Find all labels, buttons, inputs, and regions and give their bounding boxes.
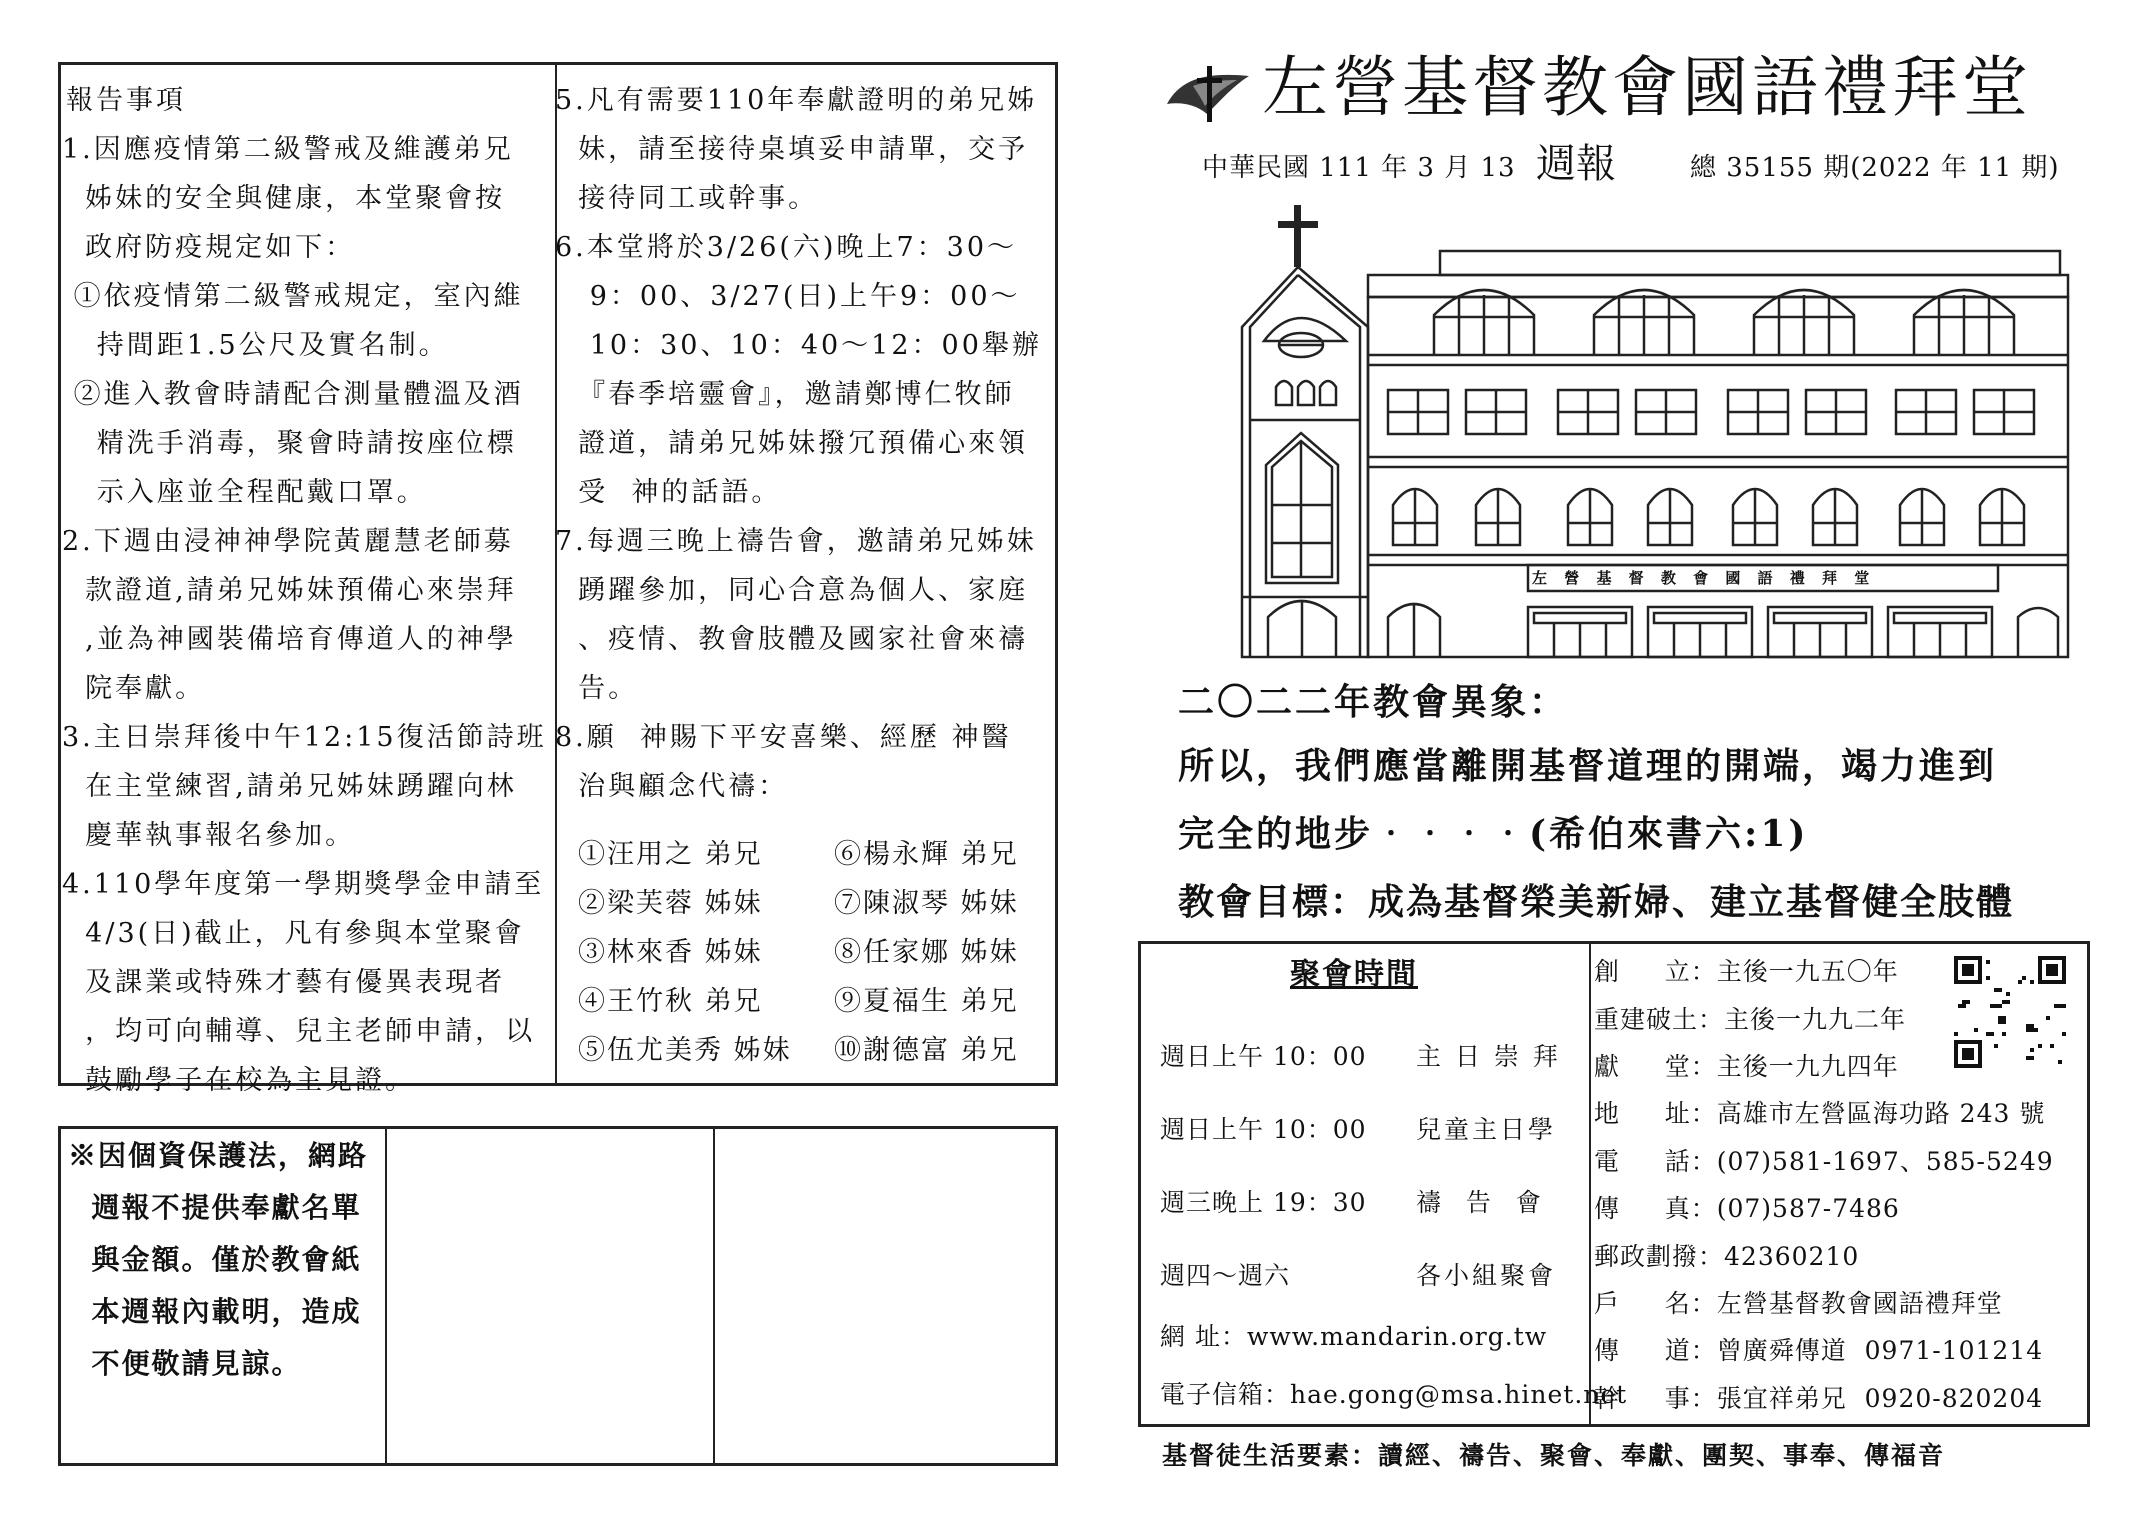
announcement-line: 告。 xyxy=(555,673,639,704)
prayer-name: ⑤伍尤美秀 姊妹 xyxy=(578,1035,792,1066)
vision-line-1: 所以，我們應當離開基督道理的開端，竭力進到 xyxy=(1178,745,1998,787)
footer-christian-life: 基督徒生活要素：讀經、禱告、聚會、奉獻、團契、事奉、傳福音 xyxy=(1162,1441,1946,1470)
meeting-row xyxy=(1160,1093,1561,1166)
prayer-row xyxy=(578,928,1044,977)
church-info-label: 傳 道： xyxy=(1594,1336,1717,1366)
church-name: 左營基督教會國語禮拜堂 xyxy=(1262,49,2032,126)
announcements-column-2 xyxy=(555,76,1042,811)
announcement-line: 治與顧念代禱： xyxy=(555,771,789,802)
meeting-times-title: 聚會時間 xyxy=(1290,957,1418,992)
bulletin-title: 週報 xyxy=(1536,141,1616,187)
announcement-line: ，均可向輔導、兒主老師申請，以 xyxy=(62,1016,536,1047)
announcement-line: ②進入教會時請配合測量體溫及酒 xyxy=(62,379,524,410)
prayer-name: ③林來香 姊妹 xyxy=(578,937,763,968)
church-logo xyxy=(1163,64,1253,128)
prayer-row xyxy=(578,977,1044,1026)
announcement-line: 款證道,請弟兄姊妹預備心來崇拜 xyxy=(62,575,517,606)
church-info-row xyxy=(1594,1090,2054,1137)
email: 電子信箱：hae.gong@msa.hinet.net xyxy=(1160,1380,1628,1409)
prayer-name: ⑩謝德富 弟兄 xyxy=(834,1035,1019,1066)
privacy-note-line: 本週報內載明，造成 xyxy=(68,1295,362,1328)
vision-line-2: 完全的地步‧‧‧‧(希伯來書六:1) xyxy=(1178,813,1809,855)
privacy-note-line: 不便敬請見諒。 xyxy=(68,1347,302,1380)
church-info-value: 42360210 xyxy=(1724,1241,1860,1271)
church-info-value: 左營基督教會國語禮拜堂 xyxy=(1716,1288,2003,1318)
announcement-line: 精洗手消毒，聚會時請按座位標 xyxy=(62,428,517,459)
announcement-line: ,並為神國裝備培育傳道人的神學 xyxy=(62,624,517,655)
prayer-name: ⑥楊永輝 弟兄 xyxy=(834,839,1019,870)
church-info-row xyxy=(1594,1138,2054,1185)
church-info-label: 重建破土： xyxy=(1594,1004,1725,1034)
announcement-line: 在主堂練習,請弟兄姊妹踴躍向林 xyxy=(62,771,517,802)
prayer-list xyxy=(578,830,1044,1075)
church-info-value: (07)581-1697、585-5249 xyxy=(1716,1146,2054,1176)
announcement-line: 5.凡有需要110年奉獻證明的弟兄姊 xyxy=(555,85,1038,116)
meeting-time: 週日上午 10：00 xyxy=(1160,1042,1367,1071)
church-info-row xyxy=(1594,1375,2054,1422)
church-goal: 教會目標：成為基督榮美新婦、建立基督健全肢體 xyxy=(1178,881,2015,923)
church-info-value: 主後一九九四年 xyxy=(1716,1051,1899,1081)
prayer-row xyxy=(578,879,1044,928)
announcement-line: 3.主日崇拜後中午12:15復活節詩班 xyxy=(62,722,547,753)
announcement-line: 持間距1.5公尺及實名制。 xyxy=(62,330,449,361)
prayer-name: ②梁芙蓉 姊妹 xyxy=(578,888,763,919)
announcement-line: 2.下週由浸神神學院黃麗慧老師募 xyxy=(62,526,514,557)
bulletin-date: 中華民國 111 年 3 月 13 xyxy=(1202,153,1516,183)
announcement-line: 妹，請至接待桌填妥申請單，交予 xyxy=(555,134,1029,165)
announcement-line: 8.願 神賜下平安喜樂、經歷 神醫 xyxy=(555,722,1012,753)
church-info-value: 高雄市左營區海功路 243 號 xyxy=(1716,1099,2046,1129)
church-info-row xyxy=(1594,1232,2054,1279)
building-sign: 左 營 基 督 教 會 國 語 禮 拜 堂 xyxy=(1532,569,1876,587)
announcement-line: 證道，請弟兄姊妹撥冗預備心來領 xyxy=(555,428,1029,459)
prayer-row xyxy=(578,1026,1044,1075)
announcement-line: 及課業或特殊才藝有優異表現者 xyxy=(62,967,506,998)
church-info-row xyxy=(1594,1327,2054,1374)
meeting-time: 週日上午 10：00 xyxy=(1160,1115,1367,1144)
church-info-value: 主後一九五〇年 xyxy=(1716,957,1899,987)
church-info-label: 幹 事： xyxy=(1594,1383,1717,1413)
vision-title: 二〇二二年教會異象： xyxy=(1178,681,1569,723)
meeting-row xyxy=(1160,1020,1561,1093)
announcement-line: 示入座並全程配戴口罩。 xyxy=(62,477,427,508)
church-info-row xyxy=(1594,1185,2054,1232)
announcement-line: 院奉獻。 xyxy=(62,673,206,704)
announcement-line: 鼓勵學子在校為主見證。 xyxy=(62,1065,416,1096)
announcement-line: 7.每週三晚上禱告會，邀請弟兄姊妹 xyxy=(555,526,1037,557)
church-info-value: 主後一九九二年 xyxy=(1724,1004,1907,1034)
bulletin-issue: 總 35155 期(2022 年 11 期) xyxy=(1690,153,2060,183)
meeting-time: 週四～週六 xyxy=(1160,1261,1291,1290)
church-info-label: 獻 堂： xyxy=(1594,1051,1717,1081)
announcement-line: 受 神的話語。 xyxy=(555,477,782,508)
church-info-label: 電 話： xyxy=(1594,1146,1717,1176)
church-info-label: 傳 真： xyxy=(1594,1194,1717,1224)
announcement-line: 10：30、10：40～12：00舉辦 xyxy=(555,330,1042,361)
prayer-name: ①汪用之 弟兄 xyxy=(578,839,763,870)
meeting-name: 兒童主日學 xyxy=(1416,1115,1557,1144)
prayer-name: ④王竹秋 弟兄 xyxy=(578,986,763,1017)
prayer-row xyxy=(578,830,1044,879)
church-info-label: 郵政劃撥： xyxy=(1594,1241,1725,1271)
announcement-line: 4/3(日)截止，凡有參與本堂聚會 xyxy=(62,918,525,949)
announcement-line: 接待同工或幹事。 xyxy=(555,183,819,214)
meeting-row xyxy=(1160,1166,1561,1239)
church-info-value: 張宜祥弟兄 0920-820204 xyxy=(1716,1383,2044,1413)
church-info-label: 創 立： xyxy=(1594,957,1717,987)
church-info-label: 戶 名： xyxy=(1594,1288,1717,1318)
meeting-row xyxy=(1160,1239,1561,1312)
church-info-label: 地 址： xyxy=(1594,1099,1717,1129)
privacy-note-line: ※因個資保護法，網路 xyxy=(68,1139,369,1172)
privacy-note-line: 週報不提供奉獻名單 xyxy=(68,1191,362,1224)
prayer-name: ⑧任家娜 姊妹 xyxy=(834,937,1019,968)
announcement-line: 『春季培靈會』，邀請鄭博仁牧師 xyxy=(555,379,1015,410)
prayer-name: ⑨夏福生 弟兄 xyxy=(834,986,1019,1017)
announcements-heading: 報告事項 xyxy=(66,85,186,116)
church-info-value: 曾廣舜傳道 0971-101214 xyxy=(1716,1336,2044,1366)
announcement-line: 政府防疫規定如下： xyxy=(62,232,356,263)
announcement-line: 慶華執事報名參加。 xyxy=(62,820,356,851)
church-info-row xyxy=(1594,1280,2054,1327)
announcement-line: 9：00、3/27(日)上午9：00～ xyxy=(555,281,1021,312)
meeting-name: 各小組聚會 xyxy=(1416,1261,1557,1290)
announcement-line: 6.本堂將於3/26(六)晚上7：30～ xyxy=(555,232,1017,263)
announcement-line: 踴躍參加，同心合意為個人、家庭 xyxy=(555,575,1029,606)
announcement-line: 4.110學年度第一學期獎學金申請至 xyxy=(62,869,545,900)
qr-code xyxy=(1954,956,2066,1072)
website: 網 址：www.mandarin.org.tw xyxy=(1160,1322,1548,1351)
privacy-note-line: 與金額。僅於教會紙 xyxy=(68,1243,362,1276)
church-building-illustration xyxy=(1228,205,2084,664)
announcement-line: 1.因應疫情第二級警戒及維護弟兄 xyxy=(62,134,514,165)
meeting-name: 禱 告 會 xyxy=(1416,1188,1544,1217)
announcement-line: 、疫情、教會肢體及國家社會來禱 xyxy=(555,624,1029,655)
meeting-time: 週三晚上 19：30 xyxy=(1160,1188,1367,1217)
announcements-column-1 xyxy=(62,125,547,1105)
prayer-name: ⑦陳淑琴 姊妹 xyxy=(834,888,1019,919)
meeting-times-list xyxy=(1160,1020,1561,1312)
announcement-line: 姊妹的安全與健康，本堂聚會按 xyxy=(62,183,506,214)
privacy-note xyxy=(68,1130,368,1390)
church-info-value: (07)587-7486 xyxy=(1716,1194,1900,1224)
meeting-name: 主 日 崇 拜 xyxy=(1416,1042,1561,1071)
announcement-line: ①依疫情第二級警戒規定，室內維 xyxy=(62,281,524,312)
